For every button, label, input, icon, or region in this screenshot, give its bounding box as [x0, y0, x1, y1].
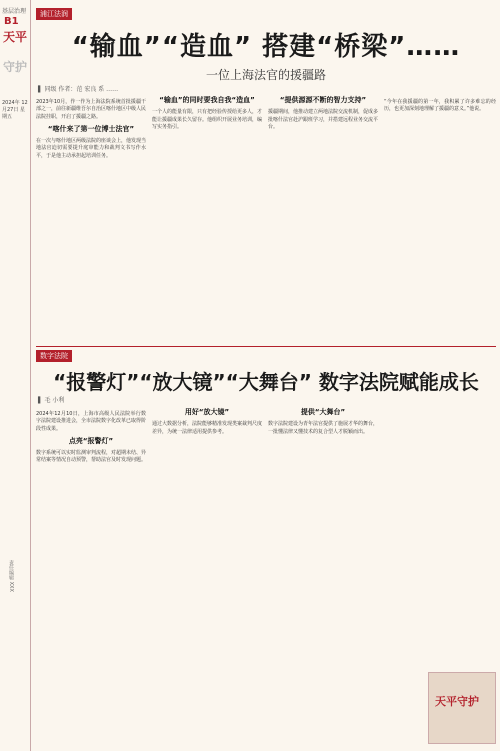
column-label-bottom: 数字法院 — [36, 350, 72, 362]
left-strip — [0, 0, 31, 751]
article-bottom-col3 — [268, 406, 378, 744]
section-title-red: 天平 — [3, 30, 28, 44]
section-heading: “喀什来了第一位博士法官” — [47, 124, 135, 133]
section-heading: 提供“大舞台” — [300, 408, 346, 416]
section-logo — [428, 672, 496, 744]
top-tag: 基层治理 — [2, 8, 27, 15]
article-top-col2 — [152, 94, 262, 342]
section-heading: 点亮“报警灯” — [68, 436, 114, 445]
paragraph: “今年在我援疆的第一年，我积累了许多难忘的经历，也更加深刻地理解了援疆的意义。”他说。 — [384, 99, 496, 113]
byline-top: ▌ 同级 作者：范 宏良 系 …… — [38, 86, 119, 93]
paragraph: 数字法院建设为青年法官提供了施展才华的舞台，一批懂法律又懂技术的复合型人才脱颖而出。 — [268, 421, 378, 435]
page-number: B1 — [4, 16, 19, 27]
section-title-grey: 守护 — [3, 60, 28, 74]
page-main — [36, 0, 496, 751]
section-divider — [36, 346, 496, 347]
headline-bottom: “报警灯”“放大镜”“大舞台” 数字法院赋能成长 — [53, 370, 479, 394]
paragraph: 援疆期间，他推动建立两地法院交流机制，促成多批喀什法官赴沪跟班学习，并搭建远程业务交流平台。 — [268, 109, 378, 130]
section-heading: “提供源源不断的智力支持” — [279, 96, 367, 104]
article-top-col1 — [36, 94, 146, 342]
paragraph: 在一次与喀什地区两级法院的座谈会上，他发现当地法官迫切需要提升庭审能力和裁判文书写作水平，于是他主动承担起培训任务。 — [36, 138, 146, 159]
column-label-top: 浦江法润 — [36, 8, 72, 20]
paragraph: 2023年10月，作一作为上海法院系统首批援疆干部之一，前往新疆维吾尔自治区喀什地区中级人民法院挂职，开启了援疆之路。 — [36, 99, 146, 120]
article-top-col3 — [268, 94, 378, 342]
paragraph: 通过大数据分析，法院能够精准发现类案裁判尺度差异，为统一法律适用提供参考。 — [152, 421, 262, 435]
byline-bottom: ▌ 毛 小利 — [38, 397, 65, 404]
issue-date: 2024年 12月27日 星期五 — [2, 100, 28, 120]
article-bottom-col2 — [152, 406, 262, 744]
section-heading: 用好“放大镜” — [184, 408, 230, 416]
article-bottom-col1 — [36, 406, 146, 744]
logo-text: 天平守护 — [435, 695, 479, 708]
editor-credit: 责任编辑 XXX — [8, 560, 14, 592]
paragraph: 数字系统可以实时监测审判流程，对超期未结、异常结案等情况自动预警，帮助法官及时发现问题。 — [36, 450, 146, 464]
section-heading: “输血”的同时要我自我“造血” — [159, 96, 255, 104]
headline-top: “输血”“造血” 搭建“桥梁”…… — [71, 32, 461, 62]
paragraph: 一个人的能量有限，只有把经验传授给更多人，才能让援疆成果长久留存。他组织开展业务培训，编写实务指引。 — [152, 109, 262, 130]
paragraph: 2024年12月10日，上海市高级人民法院举行数字法院建设推进会，全市法院数字化改革已取得阶段性成果。 — [36, 411, 146, 432]
article-top-col4 — [384, 94, 496, 342]
subheadline-top: 一位上海法官的援疆路 — [205, 68, 326, 82]
